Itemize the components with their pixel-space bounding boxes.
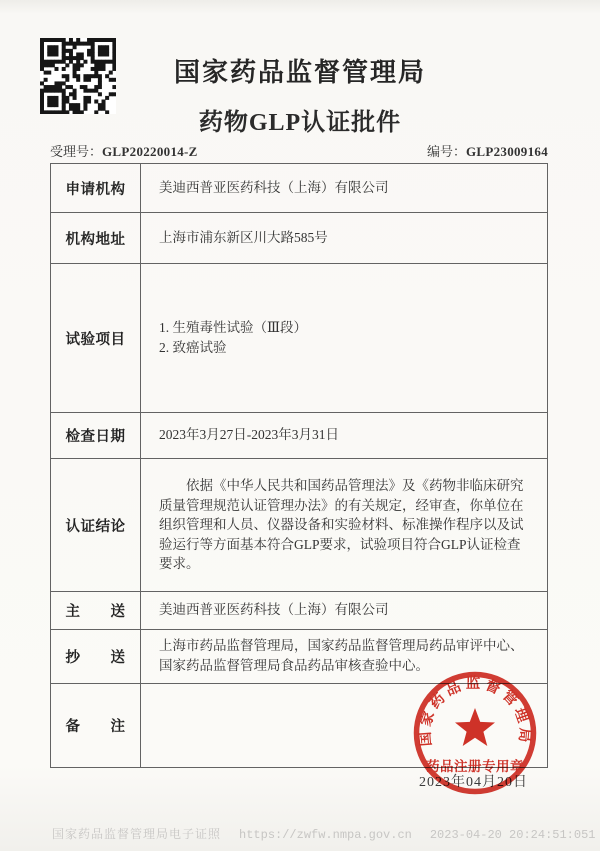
document-title: 药物GLP认证批件 xyxy=(198,110,402,136)
table-row-applicant xyxy=(51,164,547,212)
table-row-main-recipient xyxy=(51,591,547,629)
table-row-test-items xyxy=(51,263,547,412)
acceptance-number: 受理号：GLP20220014-Z xyxy=(50,144,198,159)
table-row-inspection-date xyxy=(51,412,547,458)
row-value: 美迪西普亚医药科技（上海）有限公司 xyxy=(159,602,389,618)
row-label: 检查日期 xyxy=(51,413,141,458)
row-value: 2023年3月27日-2023年3月31日 xyxy=(159,427,339,443)
row-label: 主 送 xyxy=(51,592,141,629)
row-value xyxy=(141,264,547,412)
row-label: 备 注 xyxy=(51,684,141,767)
seal-ring-text: 国家药品监督管理局 xyxy=(417,676,533,747)
conclusion-text: 依据《中华人民共和国药品管理法》及《药物非临床研究质量管理规范认证管理办法》的有关规定，经审查，你单位在组织管理和人员、仪器设备和实验材料、标准操作程序以及试验运行等方面基本符合GLP要求，试验项目符合GLP认证检查要求。 xyxy=(159,478,524,572)
footer-url: https://zwfw.nmpa.gov.cn xyxy=(239,828,412,842)
row-label: 认证结论 xyxy=(51,459,141,591)
seal-banner-text: 药品注册专用章 xyxy=(426,759,524,774)
row-value: 美迪西普亚医药科技（上海）有限公司 xyxy=(159,179,389,195)
row-label: 试验项目 xyxy=(51,264,141,412)
test-item: 1. 生殖毒性试验（Ⅲ段） xyxy=(159,319,308,335)
reference-line xyxy=(50,141,548,160)
row-value: 上海市药品监督管理局，国家药品监督管理局药品审评中心、国家药品监督管理局食品药品审核查验中心。 xyxy=(159,638,524,674)
row-label: 申请机构 xyxy=(51,164,141,212)
seal-star-icon xyxy=(455,708,495,746)
row-label: 抄 送 xyxy=(51,630,141,683)
official-seal xyxy=(405,663,545,803)
row-label: 机构地址 xyxy=(51,213,141,263)
table-row-conclusion xyxy=(51,458,547,591)
test-item: 2. 致癌试验 xyxy=(159,340,227,355)
footer-timestamp: 2023-04-20 20:24:51:051 xyxy=(429,828,596,842)
footer-electronic-license xyxy=(52,825,596,842)
document-number: 编号：GLP23009164 xyxy=(426,144,548,159)
seal-date: 2023年04月20日 xyxy=(419,775,528,790)
row-value: 上海市浦东新区川大路585号 xyxy=(159,229,328,245)
agency-title: 国家药品监督管理局 xyxy=(173,57,426,87)
table-row-address xyxy=(51,212,547,263)
footer-label: 国家药品监督管理局电子证照 xyxy=(52,827,222,841)
